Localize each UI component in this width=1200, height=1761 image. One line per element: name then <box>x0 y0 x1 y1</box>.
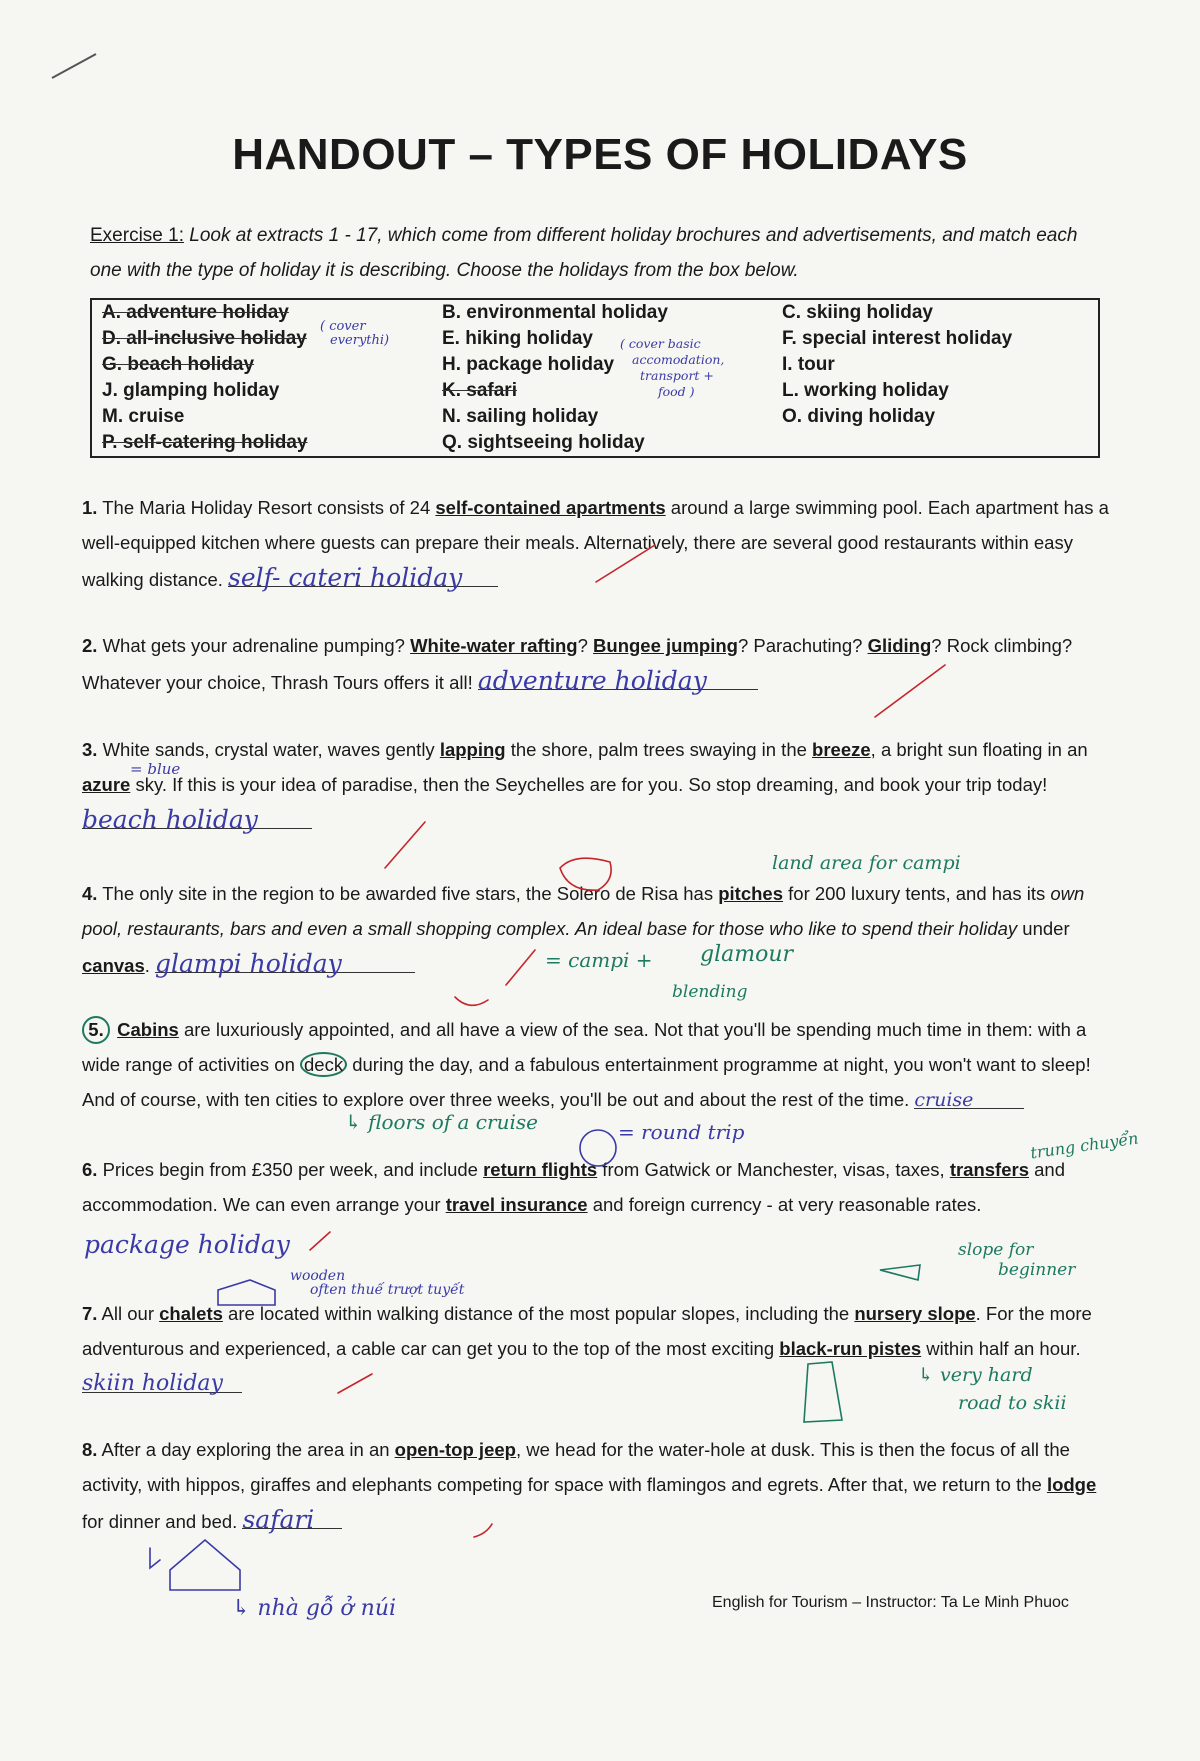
keyword: Gliding <box>867 635 932 656</box>
handwritten-answer: safari <box>242 1505 315 1534</box>
handwritten-note: = round trip <box>618 1120 745 1144</box>
handwritten-note: ↳ very hard <box>918 1364 1033 1386</box>
handwritten-note: glamour <box>700 942 794 967</box>
doodle-mark <box>455 997 488 1005</box>
chalet-sketch <box>218 1280 275 1305</box>
handwritten-answer: beach holiday <box>82 805 258 834</box>
keyword: nursery slope <box>854 1303 976 1324</box>
handwritten-note: = campi + <box>545 948 653 972</box>
handwritten-note: ( cover basic <box>620 336 701 351</box>
holiday-option: L. working holiday <box>782 380 949 401</box>
tick-mark <box>474 1524 492 1537</box>
handwritten-note: blending <box>672 982 748 1002</box>
question-text: own pool, restaurants, bars and even a small shopping complex. An ideal base for those who like to spend their holiday <box>82 883 1085 939</box>
handwritten-note: = blue <box>130 760 181 778</box>
question-text: . <box>144 955 156 976</box>
holiday-option: E. hiking holiday <box>442 328 593 349</box>
question-number: 6. <box>82 1159 98 1180</box>
holiday-option: K. safari <box>442 380 517 401</box>
handwritten-note: ↳ floors of a cruise <box>345 1110 538 1134</box>
holiday-option: P. self-catering holiday <box>102 432 308 453</box>
question-text: are located within walking distance of the most popular slopes, including the <box>222 1303 855 1324</box>
handwritten-note: accomodation, <box>632 352 725 367</box>
question-text: sky. If this is your idea of paradise, then the Seychelles are for you. So stop dreaming, and book your trip today! <box>130 774 1048 795</box>
holiday-option: B. environmental holiday <box>442 302 668 323</box>
lodge-sketch <box>170 1540 240 1590</box>
question-number: 3. <box>82 739 98 760</box>
holiday-option: I. tour <box>782 354 835 375</box>
question-text: for dinner and bed. <box>82 1511 243 1532</box>
holiday-option: C. skiing holiday <box>782 302 933 323</box>
tick-mark <box>338 1374 372 1393</box>
question-text: ? Rock climbing? Whatever your choice, Thrash Tours offers it all! <box>82 635 1073 693</box>
page-title: HANDOUT – TYPES OF HOLIDAYS <box>232 130 968 179</box>
question-text: under <box>1017 918 1070 939</box>
keyword: canvas <box>82 955 145 976</box>
handwritten-note: road to skii <box>958 1392 1067 1414</box>
question-number: 5. <box>88 1019 104 1040</box>
question-text: Prices begin from £350 per week, and include <box>97 1159 484 1180</box>
handwritten-note: ↳ nhà gỗ ở núi <box>232 1596 397 1621</box>
handwritten-note: food ) <box>658 384 695 399</box>
tick-mark <box>310 1232 330 1250</box>
handwritten-note: ( cover <box>320 319 366 334</box>
question-text: and foreign currency - at very reasonable rates. <box>587 1194 982 1215</box>
tick-mark <box>385 822 425 868</box>
keyword: return flights <box>483 1159 598 1180</box>
question-text: and accommodation. We can even arrange your <box>82 1159 1066 1215</box>
keyword: Cabins <box>117 1019 179 1040</box>
handwritten-note: land area for campi <box>772 852 961 874</box>
question-number: 2. <box>82 635 98 656</box>
holiday-option: F. special interest holiday <box>782 328 1013 349</box>
question-number: 1. <box>82 497 98 518</box>
handwritten-answer: package holiday <box>84 1230 290 1259</box>
keyword: transfers <box>949 1159 1029 1180</box>
tick-mark <box>875 665 945 717</box>
doodle-mark <box>560 858 611 890</box>
keyword: White-water rafting <box>410 635 578 656</box>
keyword: azure <box>82 774 131 795</box>
tick-mark <box>506 950 535 985</box>
holiday-option: H. package holiday <box>442 354 615 375</box>
question-text: . For the more adventurous and experienced, a cable car can get you to the top of the most exciting <box>82 1303 1092 1359</box>
question-text: White sands, crystal water, waves gently <box>97 739 440 760</box>
keyword: black-run pistes <box>779 1338 922 1359</box>
handwritten-note: trung chuyển <box>1029 1128 1140 1163</box>
handwritten-note: slope for <box>958 1240 1034 1260</box>
holiday-option: N. sailing holiday <box>442 406 599 427</box>
keyword: travel insurance <box>445 1194 588 1215</box>
question-text: from Gatwick or Manchester, visas, taxes, <box>597 1159 950 1180</box>
tick-mark <box>596 545 655 582</box>
question-text: for 200 luxury tents, and has its <box>783 883 1051 904</box>
keyword: Bungee jumping <box>593 635 738 656</box>
handwritten-answer: glampi holiday <box>155 949 342 978</box>
question-text: What gets your adrenaline pumping? <box>97 635 411 656</box>
question-number: 7. <box>82 1303 98 1324</box>
holiday-option: A. adventure holiday <box>102 302 289 323</box>
question-text: , we head for the water-hole at dusk. This is then the focus of all the activity, with hippos, giraffes and elephants competing for space with flamingos and egrets. After that, we return to the <box>82 1439 1070 1495</box>
question-text: ? <box>577 635 594 656</box>
keyword: lapping <box>439 739 506 760</box>
handwritten-note: wooden <box>290 1268 346 1284</box>
handwritten-note: beginner <box>998 1260 1076 1280</box>
question-text: the shore, palm trees swaying in the <box>505 739 813 760</box>
question-number: 4. <box>82 883 98 904</box>
handwritten-note: transport + <box>640 368 714 383</box>
keyword: deck <box>304 1054 344 1075</box>
handwritten-note: everythi) <box>330 333 390 348</box>
keyword: pitches <box>718 883 784 904</box>
holiday-option: O. diving holiday <box>782 406 936 427</box>
keyword: breeze <box>812 739 871 760</box>
handwritten-answer: self- cateri holiday <box>228 563 463 592</box>
circled-word-mark <box>580 1130 616 1166</box>
handwritten-note: often thuế trượt tuyết <box>310 1282 465 1298</box>
holiday-option: J. glamping holiday <box>102 380 280 401</box>
footer-credit: English for Tourism – Instructor: Ta Le Minh Phuoc <box>712 1594 1069 1611</box>
arrow-mark <box>150 1548 160 1568</box>
holiday-option: G. beach holiday <box>102 354 255 375</box>
question-text: within half an hour. <box>921 1338 1081 1359</box>
keyword: self-contained apartments <box>435 497 666 518</box>
question-text: around a large swimming pool. Each apartment has a well-equipped kitchen where guests can prepare their meals. Alternatively, there are several good restaurants within easy walking distance. <box>82 497 1109 590</box>
question-text: After a day exploring the area in an <box>97 1439 395 1460</box>
question-text: are luxuriously appointed, and all have a view of the sea. Not that you'll be spending much time in them: with a wide range of activities on <box>82 1019 1087 1075</box>
question-text: The Maria Holiday Resort consists of 24 <box>97 497 436 518</box>
question-number: 8. <box>82 1439 98 1460</box>
exercise-text: Look at extracts 1 - 17, which come from different holiday brochures and advertisements, and match each one with the type of holiday it is describing. Choose the holidays from the box below. <box>90 225 1078 281</box>
keyword: open-top jeep <box>394 1439 516 1460</box>
exercise-label: Exercise 1: <box>90 225 184 246</box>
handwritten-answer: adventure holiday <box>477 666 707 695</box>
handwritten-answer: cruise <box>914 1089 974 1111</box>
holiday-option: Q. sightseeing holiday <box>442 432 645 453</box>
handwritten-answer: skiin holiday <box>82 1371 223 1396</box>
keyword: chalets <box>159 1303 223 1324</box>
slope-sketch <box>880 1265 920 1280</box>
question-text: The only site in the region to be awarded five stars, the Solero de Risa has <box>97 883 719 904</box>
question-text: , a bright sun floating in an <box>870 739 1088 760</box>
keyword: lodge <box>1046 1474 1097 1495</box>
question-text: All our <box>97 1303 160 1324</box>
holiday-option: D. all-inclusive holiday <box>102 328 307 349</box>
piste-sketch <box>804 1362 842 1422</box>
holiday-option: M. cruise <box>102 406 185 427</box>
question-text: ? Parachuting? <box>737 635 868 656</box>
question-text: during the day, and a fabulous entertainment programme at night, you won't want to sleep! And of course, with ten cities to explore over three weeks, you'll be out and about the rest of the time. <box>82 1054 1091 1110</box>
